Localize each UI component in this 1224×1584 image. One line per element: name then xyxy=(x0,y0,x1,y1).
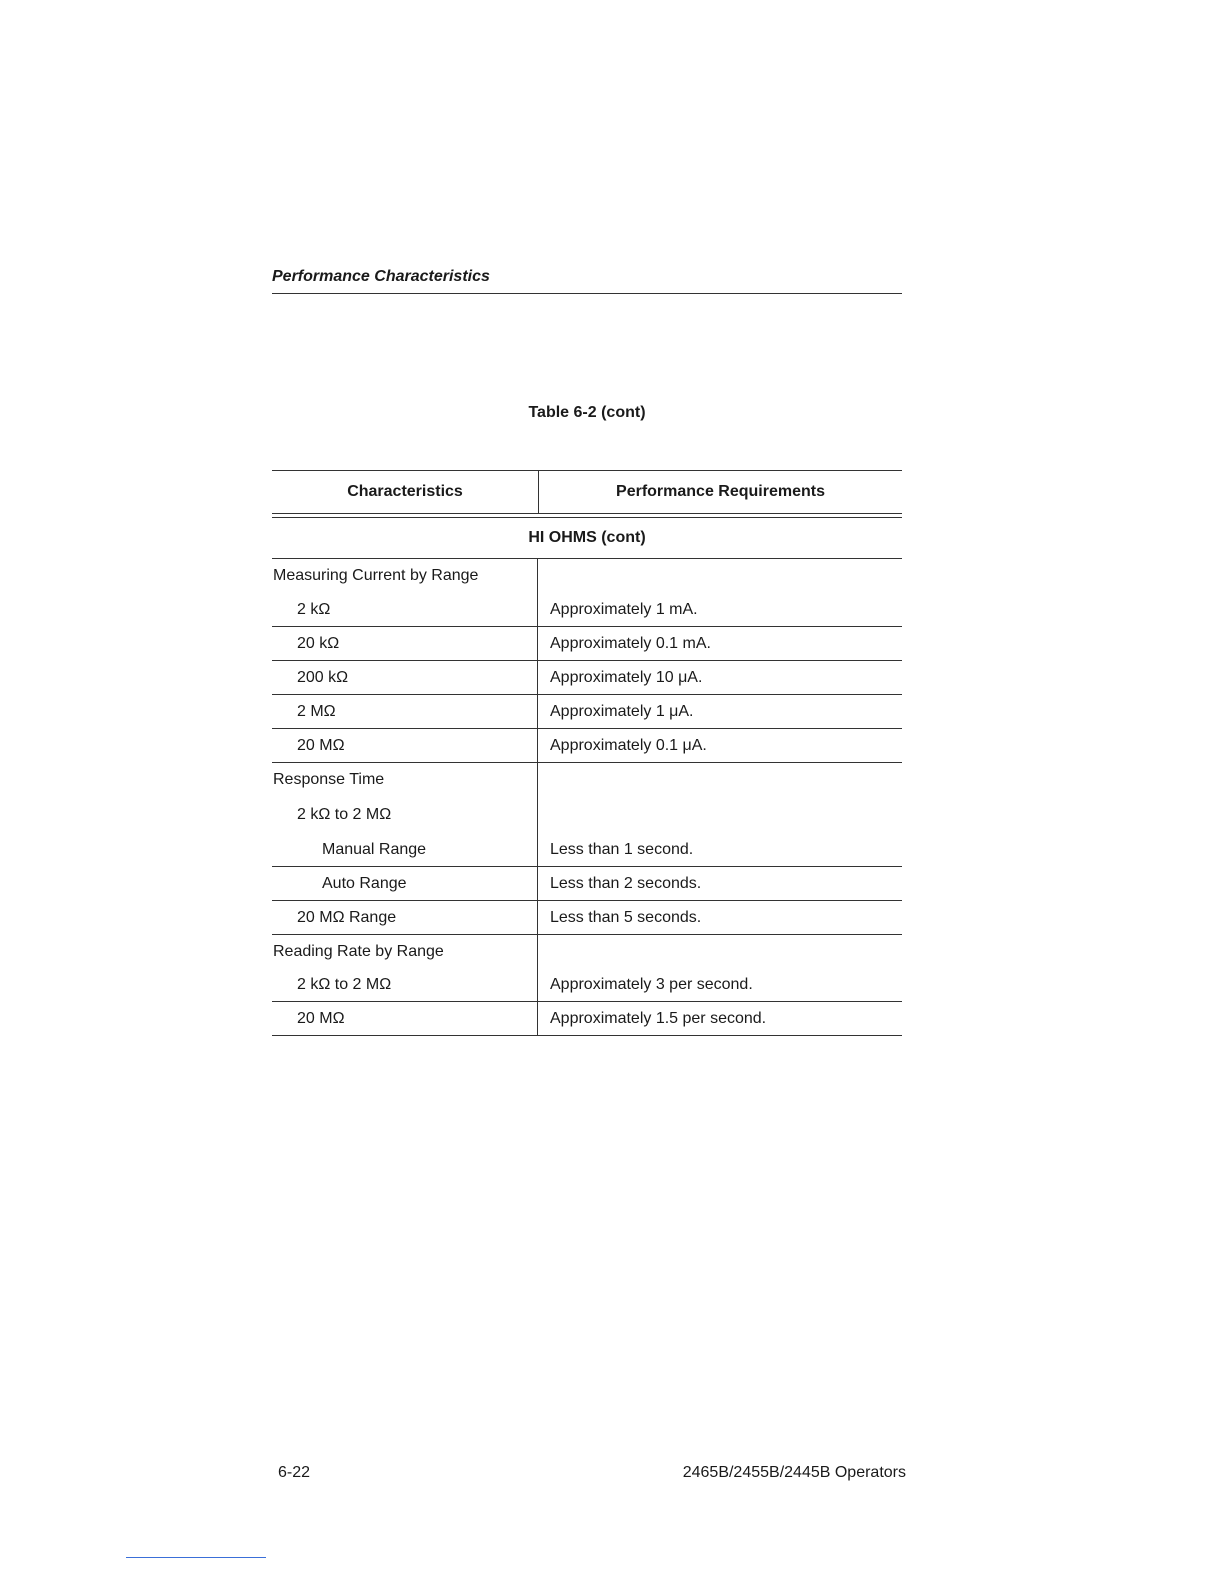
characteristic-cell: Manual Range xyxy=(272,833,538,867)
table-row xyxy=(272,935,902,969)
table-row xyxy=(272,729,902,763)
characteristic-cell: 2 kΩ to 2 MΩ xyxy=(272,797,538,833)
characteristic-cell: Measuring Current by Range xyxy=(272,559,538,593)
requirement-cell: Less than 2 seconds. xyxy=(538,867,902,901)
column-header-characteristics: Characteristics xyxy=(272,471,539,513)
characteristic-cell: 2 MΩ xyxy=(272,695,538,729)
table-row xyxy=(272,695,902,729)
characteristic-cell: Reading Rate by Range xyxy=(272,935,538,969)
table-row xyxy=(272,867,902,901)
characteristic-cell: 20 kΩ xyxy=(272,627,538,661)
manual-title: 2465B/2455B/2445B Operators xyxy=(682,1464,906,1481)
table-row xyxy=(272,901,902,935)
table-header-row xyxy=(272,470,902,514)
characteristic-cell: Auto Range xyxy=(272,867,538,901)
table-row xyxy=(272,763,902,797)
table-row xyxy=(272,661,902,695)
requirement-cell: Approximately 1 mA. xyxy=(538,593,902,627)
requirement-cell: Less than 1 second. xyxy=(538,833,902,867)
requirement-cell: Approximately 1.5 per second. xyxy=(538,1002,902,1036)
section-heading: HI OHMS (cont) xyxy=(272,518,902,559)
running-title: Performance Characteristics xyxy=(272,268,490,285)
requirement-cell: Approximately 0.1 μA. xyxy=(538,729,902,763)
table-row xyxy=(272,969,902,1002)
table-row xyxy=(272,833,902,867)
characteristic-cell: 20 MΩ Range xyxy=(272,901,538,935)
table-row xyxy=(272,559,902,593)
page-number: 6-22 xyxy=(278,1464,311,1481)
requirement-cell xyxy=(538,559,902,593)
requirement-cell: Less than 5 seconds. xyxy=(538,901,902,935)
header-rule xyxy=(272,293,902,294)
requirement-cell xyxy=(538,797,902,833)
spec-table xyxy=(272,470,902,1036)
characteristic-cell: 20 MΩ xyxy=(272,729,538,763)
table-row xyxy=(272,593,902,627)
table-row xyxy=(272,797,902,833)
characteristic-cell: 200 kΩ xyxy=(272,661,538,695)
requirement-cell xyxy=(538,763,902,797)
scan-artifact-line xyxy=(126,1557,266,1558)
requirement-cell: Approximately 3 per second. xyxy=(538,969,902,1002)
characteristic-cell: 2 kΩ to 2 MΩ xyxy=(272,969,538,1002)
requirement-cell: Approximately 10 μA. xyxy=(538,661,902,695)
characteristic-cell: 2 kΩ xyxy=(272,593,538,627)
column-header-performance-requirements: Performance Requirements xyxy=(616,483,825,500)
characteristic-cell: 20 MΩ xyxy=(272,1002,538,1036)
requirement-cell: Approximately 0.1 mA. xyxy=(538,627,902,661)
table-row xyxy=(272,627,902,661)
table-row xyxy=(272,1002,902,1036)
table-title: Table 6-2 (cont) xyxy=(528,404,646,421)
requirement-cell: Approximately 1 μA. xyxy=(538,695,902,729)
characteristic-cell: Response Time xyxy=(272,763,538,797)
requirement-cell xyxy=(538,935,902,969)
